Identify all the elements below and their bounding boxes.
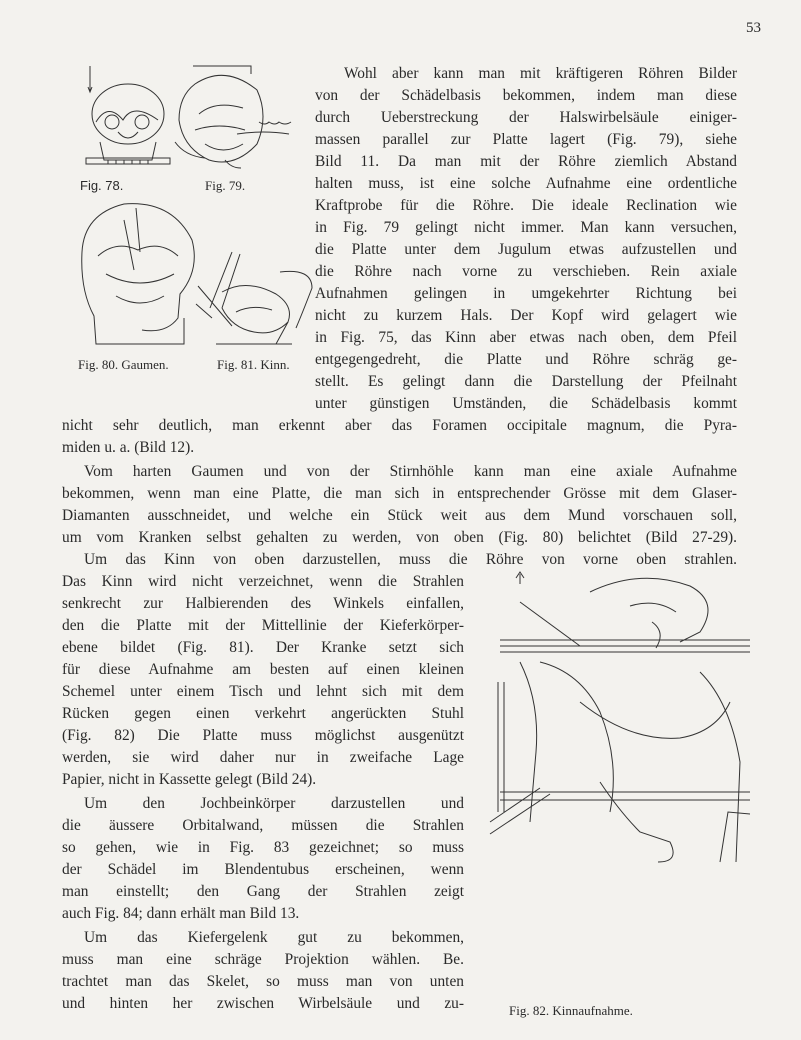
body-text-line: massen parallel zur Platte lagert (Fig. 79), siehe: [315, 131, 737, 148]
figure-80-caption: Fig. 80. Gaumen.: [78, 357, 169, 372]
body-text-line: nicht sehr deutlich, man erkennt aber das Foramen occipitale magnum, die Pyra-: [62, 417, 737, 434]
body-text-line: halten muss, ist eine solche Aufnahme eine ordentliche: [315, 175, 737, 192]
body-text-line: für diese Aufnahme am besten auf einen kleinen: [62, 661, 464, 678]
body-text-line: trachtet man das Skelet, so muss man von unten: [62, 973, 464, 990]
figure-82-caption: Fig. 82. Kinnaufnahme.: [509, 1003, 633, 1018]
body-text-line: ebene bildet (Fig. 81). Der Kranke setzt sich: [62, 639, 464, 656]
body-text-line: die äussere Orbitalwand, müssen die Strahlen: [62, 817, 464, 834]
figure-80-palate-drawing: [76, 200, 204, 352]
body-text-line: nicht zu kurzem Hals. Der Kopf wird gelagert wie: [315, 307, 737, 324]
body-text-line: (Fig. 82) Die Platte muss möglichst ausgenützt: [62, 727, 464, 744]
body-text-line: in Fig. 75, das Kinn aber etwas nach oben, dem Pfeil: [315, 329, 737, 346]
body-text-line: stellt. Es gelingt dann die Darstellung der Pfeilnaht: [315, 373, 737, 390]
body-text-line: Aufnahmen gelingen in umgekehrter Richtung bei: [315, 285, 737, 302]
body-text-line: miden u. a. (Bild 12).: [62, 439, 195, 456]
body-text-line: Papier, nicht in Kassette gelegt (Bild 24).: [62, 771, 317, 788]
body-text-line: die Röhre nach vorne zu verschieben. Rein axiale: [315, 263, 737, 280]
body-text-line: der Schädel im Blendentubus erscheinen, wenn: [62, 861, 464, 878]
page-number: 53: [746, 20, 761, 36]
body-text-line: die Platte unter dem Jugulum etwas aufzustellen und: [315, 241, 737, 258]
body-text-line: um vom Kranken selbst gehalten zu werden, von oben (Fig. 80) belichtet (Bild 27-29).: [62, 529, 737, 546]
body-text-line: entgegengedreht, die Platte und Röhre schräg ge-: [315, 351, 737, 368]
body-text-line: Schemel unter einem Tisch und lehnt sich mit dem: [62, 683, 464, 700]
body-text-line: den die Platte mit der Mittellinie der Kieferkörper-: [62, 617, 464, 634]
body-text-line: senkrecht zur Halbierenden des Winkels einfallen,: [62, 595, 464, 612]
body-text-line: Um das Kiefergelenk gut zu bekommen,: [84, 929, 464, 946]
body-text-line: unter günstigen Umständen, die Schädelbasis kommt: [315, 395, 737, 412]
body-text-line: Wohl aber kann man mit kräftigeren Röhren Bilder: [344, 65, 737, 82]
body-text-line: bekommen, wenn man eine Platte, die man sich in entsprechender Grösse mit dem Glaser-: [62, 485, 737, 502]
body-text-line: von der Schädelbasis bekommen, indem man diese: [315, 87, 737, 104]
figure-78-caption: Fig. 78.: [80, 178, 124, 193]
body-text-line: muss man eine schräge Projektion wählen. Be.: [62, 951, 464, 968]
body-text-line: Rücken gegen einen verkehrt angerückten Stuhl: [62, 705, 464, 722]
figure-79-caption: Fig. 79.: [205, 178, 246, 193]
figure-81-caption: Fig. 81. Kinn.: [217, 357, 290, 372]
body-text-line: so gehen, wie in Fig. 83 gezeichnet; so muss: [62, 839, 464, 856]
body-text-line: Bild 11. Da man mit der Röhre ziemlich Abstand: [315, 153, 737, 170]
figure-82-patient-drawing: [480, 562, 770, 874]
body-text-line: Um den Jochbeinkörper darzustellen und: [84, 795, 464, 812]
figure-81-chin-drawing: [192, 248, 317, 348]
body-text-line: und hinten her zwischen Wirbelsäule und zu-: [62, 995, 464, 1012]
body-text-line: Vom harten Gaumen und von der Stirnhöhle kann man eine axiale Aufnahme: [84, 463, 737, 480]
body-text-line: durch Ueberstreckung der Halswirbelsäule einiger-: [315, 109, 737, 126]
body-text-line: Diamanten ausschneidet, und welche ein Stück weit aus dem Mund vorschauen soll,: [62, 507, 737, 524]
body-text-line: in Fig. 79 gelingt nicht immer. Man kann versuchen,: [315, 219, 737, 236]
body-text-line: auch Fig. 84; dann erhält man Bild 13.: [62, 905, 300, 922]
figure-79-skull-drawing: [165, 64, 300, 176]
body-text-line: Kraftprobe für die Röhre. Die ideale Reclination wie: [315, 197, 737, 214]
body-text-line: werden, sie wird daher nur in zweifache Lage: [62, 749, 464, 766]
body-text-line: Das Kinn wird nicht verzeichnet, wenn die Strahlen: [62, 573, 464, 590]
body-text-line: man einstellt; den Gang der Strahlen zeigt: [62, 883, 464, 900]
figure-78-skull-drawing: [78, 62, 178, 174]
body-text-line: Um das Kinn von oben darzustellen, muss die Röhre von vorne oben strahlen.: [84, 551, 737, 568]
